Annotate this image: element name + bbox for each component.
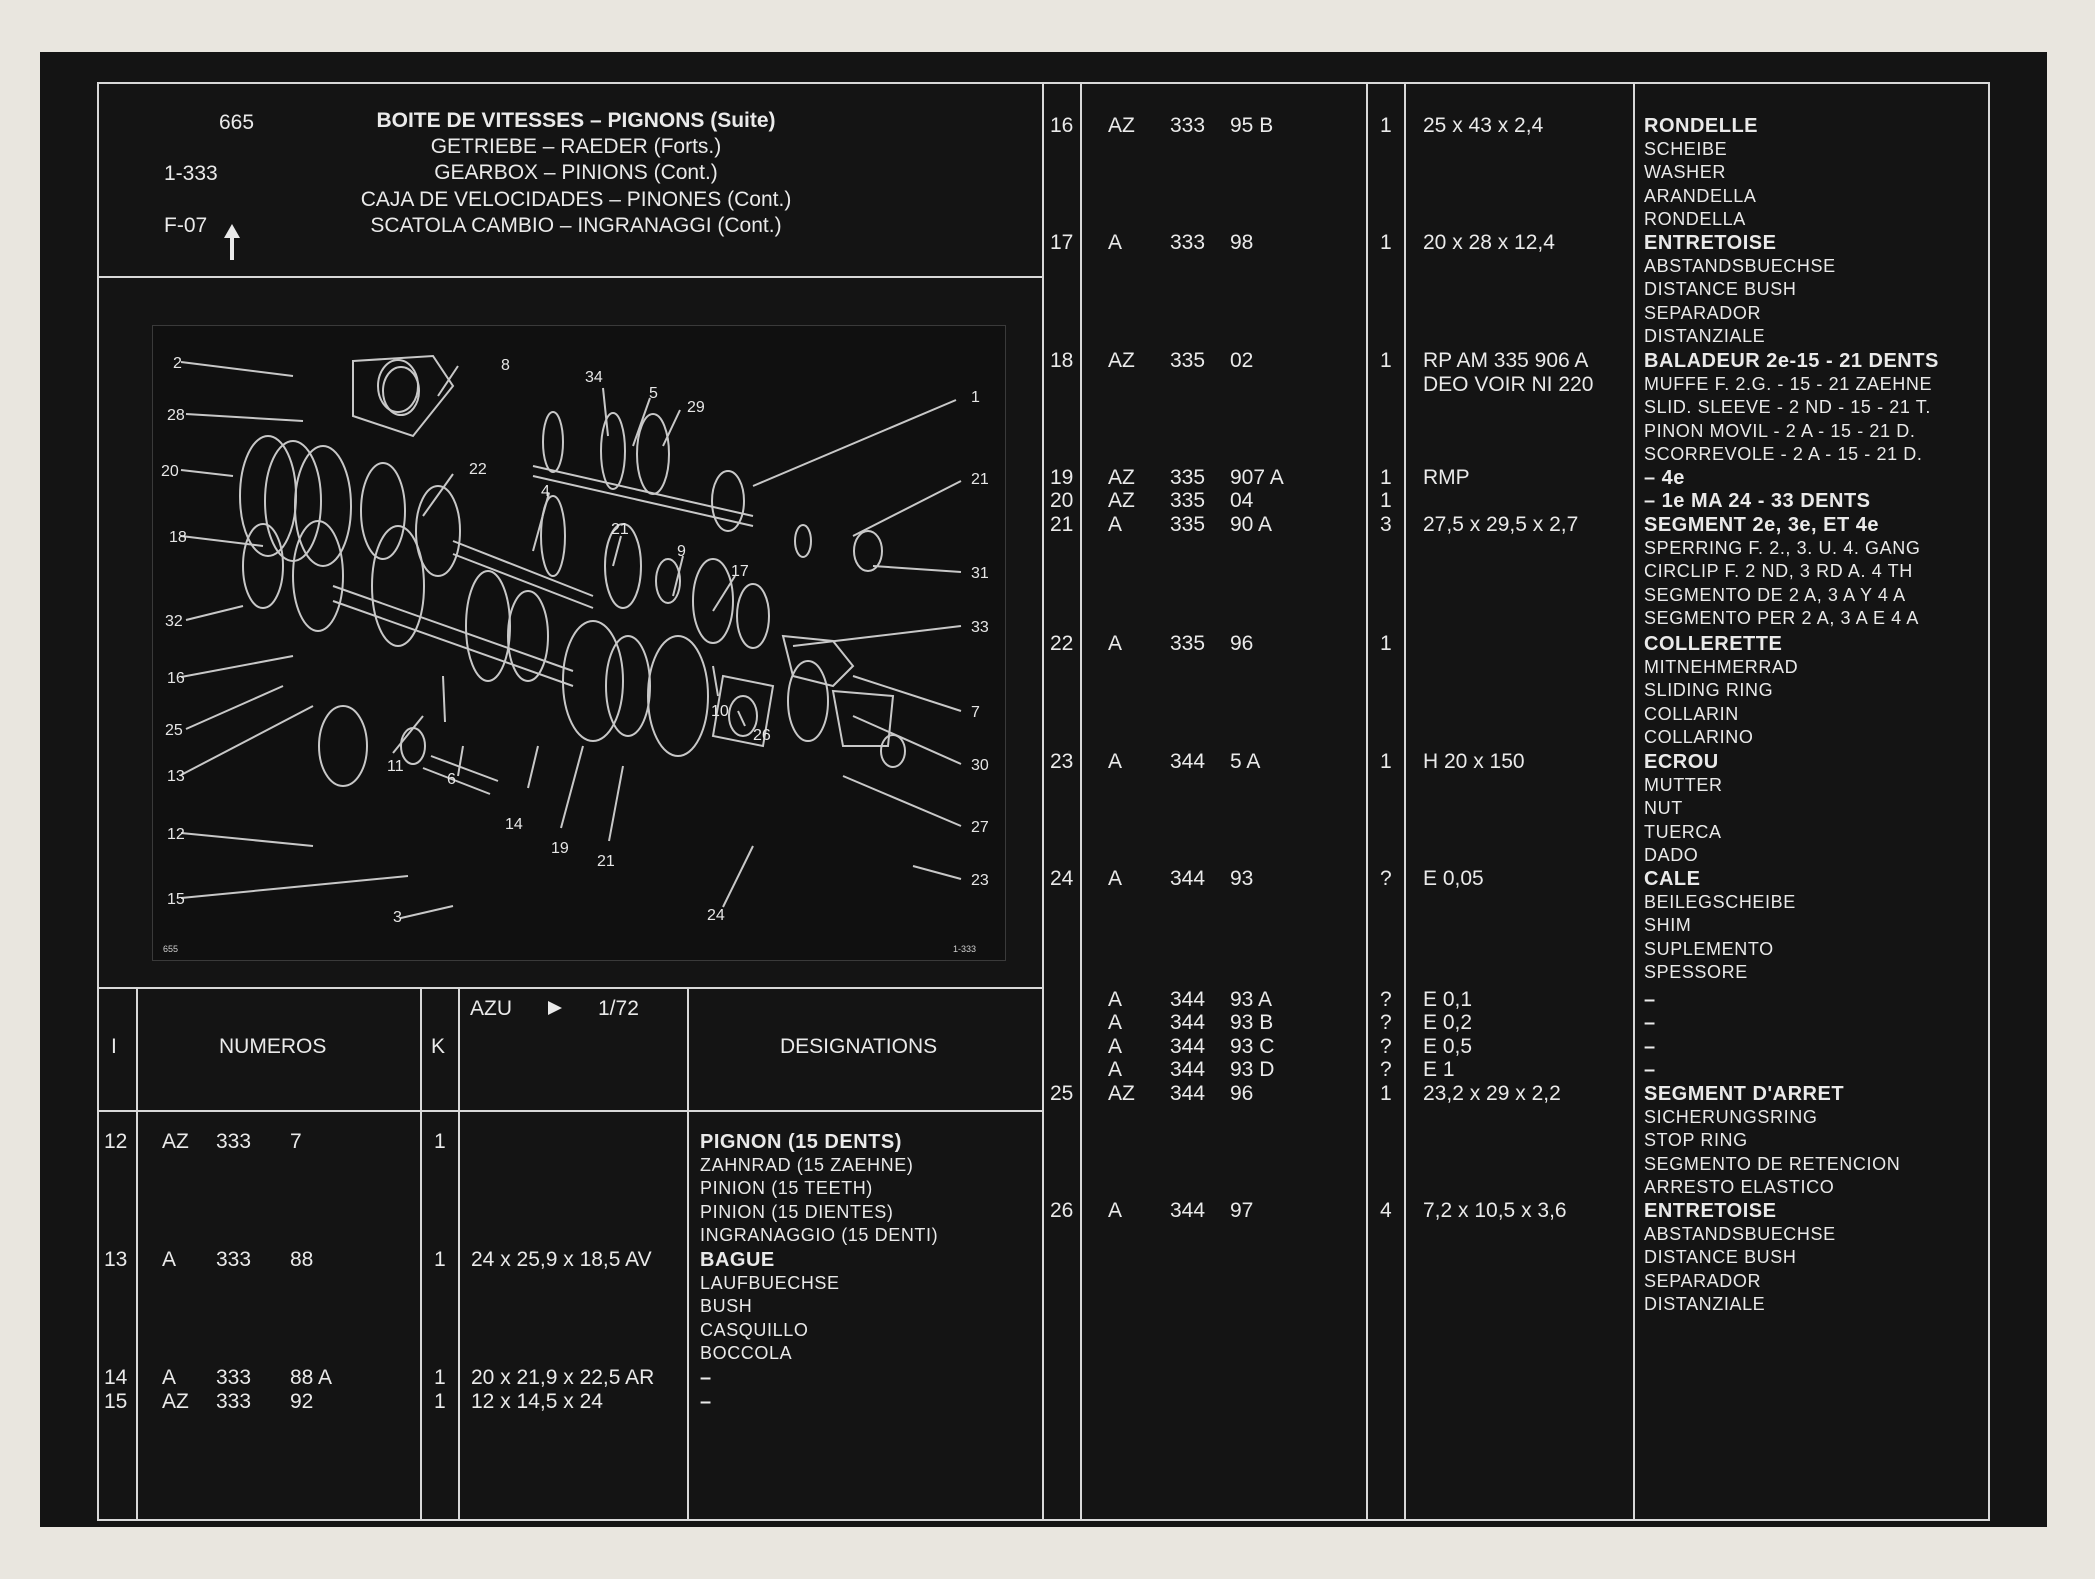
part-group: 344 (1170, 1011, 1206, 1034)
designation-title: SEGMENT D'ARRET (1644, 1083, 1845, 1105)
quantity: ? (1380, 1011, 1392, 1034)
part-prefix: AZ (162, 1130, 189, 1153)
dimensions: 7,2 x 10,5 x 3,6 (1423, 1199, 1567, 1222)
figure-corner-right: 1-333 (953, 944, 977, 954)
row-index: 16 (1050, 114, 1074, 137)
part-group: 344 (1170, 867, 1206, 890)
quantity: ? (1380, 1035, 1392, 1058)
callout-label: 10 (711, 703, 729, 720)
microfiche-scale: 1/72 (598, 997, 639, 1020)
part-suffix: 93 C (1230, 1035, 1275, 1058)
dimensions: E 0,2 (1423, 1011, 1473, 1034)
callout-label: 21 (611, 521, 629, 538)
part-suffix: 7 (290, 1130, 302, 1153)
callout-label: 24 (707, 907, 725, 924)
part-prefix: A (1108, 750, 1123, 773)
designation-translation: PINION (15 DIENTES) (700, 1201, 894, 1222)
designation-translation: WASHER (1644, 162, 1726, 183)
part-prefix: A (1108, 632, 1123, 655)
designation-translation: MUTTER (1644, 774, 1723, 795)
gearbox-diagram (153, 326, 1005, 960)
col-k-heading: K (431, 1035, 446, 1058)
part-group: 333 (216, 1248, 252, 1271)
row-index: 24 (1050, 867, 1074, 890)
exploded-view-figure (152, 325, 1006, 961)
designation-translation: SEGMENTO DE 2 A, 3 A Y 4 A (1644, 584, 1906, 605)
part-group: 333 (216, 1130, 252, 1153)
divider-left-index (136, 987, 138, 1521)
designation-title: BALADEUR 2e-15 - 21 DENTS (1644, 350, 1939, 372)
part-group: 335 (1170, 632, 1206, 655)
row-index: 15 (104, 1390, 128, 1413)
dimensions: E 1 (1423, 1058, 1455, 1081)
designation-translation: DISTANZIALE (1644, 326, 1766, 347)
designation-translation: SEPARADOR (1644, 1270, 1762, 1291)
divider-figure (97, 987, 1043, 989)
designation-translation: MITNEHMERRAD (1644, 656, 1799, 677)
designation-title: ECROU (1644, 751, 1719, 773)
part-prefix: A (1108, 988, 1123, 1011)
designation-translation: COLLARIN (1644, 703, 1739, 724)
designation-translation: SEPARADOR (1644, 302, 1762, 323)
col-designations-heading: DESIGNATIONS (780, 1035, 938, 1058)
quantity: 1 (1380, 750, 1392, 773)
callout-label: 32 (165, 613, 183, 630)
part-group: 344 (1170, 1058, 1206, 1081)
part-suffix: 88 (290, 1248, 314, 1271)
designation-translation: SHIM (1644, 915, 1692, 936)
callout-label: 23 (971, 872, 989, 889)
designation-title: – (1644, 1012, 1656, 1034)
callout-label: 19 (551, 840, 569, 857)
row-index: 20 (1050, 489, 1074, 512)
callout-label: 13 (167, 768, 185, 785)
designation-translation: SEGMENTO PER 2 A, 3 A E 4 A (1644, 608, 1919, 629)
divider-header (97, 276, 1043, 278)
part-suffix: 93 D (1230, 1058, 1275, 1081)
quantity: 1 (1380, 632, 1392, 655)
part-suffix: 907 A (1230, 466, 1284, 489)
row-index: 13 (104, 1248, 128, 1271)
divider-right-kdim (1404, 82, 1406, 1521)
quantity: 1 (434, 1366, 446, 1389)
quantity: 1 (1380, 489, 1392, 512)
part-prefix: A (1108, 1011, 1123, 1034)
quantity: 1 (1380, 114, 1392, 137)
part-prefix: A (162, 1248, 177, 1271)
row-index: 12 (104, 1130, 128, 1153)
dimensions: E 0,5 (1423, 1035, 1473, 1058)
designation-translation: ABSTANDSBUECHSE (1644, 255, 1836, 276)
designation-translation: BUSH (700, 1296, 753, 1317)
designation-translation: SICHERUNGSRING (1644, 1106, 1818, 1127)
callout-label: 9 (677, 543, 686, 560)
quantity: 1 (434, 1130, 446, 1153)
row-index: 22 (1050, 632, 1074, 655)
part-suffix: 93 B (1230, 1011, 1274, 1034)
callout-label: 34 (585, 369, 603, 386)
part-suffix: 04 (1230, 489, 1254, 512)
part-group: 344 (1170, 750, 1206, 773)
part-prefix: AZ (162, 1390, 189, 1413)
quantity: 1 (434, 1390, 446, 1413)
callout-label: 1 (971, 389, 980, 406)
dimensions: 25 x 43 x 2,4 (1423, 114, 1544, 137)
callout-label: 15 (167, 891, 185, 908)
dimensions: H 20 x 150 (1423, 750, 1525, 773)
callout-label: 16 (167, 670, 185, 687)
row-index: 18 (1050, 349, 1074, 372)
divider-colheads (97, 1110, 1043, 1112)
quantity: 4 (1380, 1199, 1392, 1222)
dimensions: RMP (1423, 466, 1470, 489)
row-index: 19 (1050, 466, 1074, 489)
designation-title: ENTRETOISE (1644, 232, 1777, 254)
part-group: 335 (1170, 489, 1206, 512)
row-index: 14 (104, 1366, 128, 1389)
callout-label: 21 (597, 853, 615, 870)
designation-translation: LAUFBUECHSE (700, 1272, 840, 1293)
part-prefix: A (1108, 1035, 1123, 1058)
part-prefix: AZ (1108, 114, 1135, 137)
title-fr: BOITE DE VITESSES – PIGNONS (Suite) (376, 109, 776, 132)
title-en: GEARBOX – PINIONS (Cont.) (434, 161, 718, 184)
designation-translation: DISTANZIALE (1644, 1294, 1766, 1315)
designation-translation: DADO (1644, 845, 1699, 866)
part-suffix: 02 (1230, 349, 1254, 372)
quantity: 1 (434, 1248, 446, 1271)
callout-label: 29 (687, 399, 705, 416)
play-triangle-icon (546, 999, 564, 1022)
quantity: 1 (1380, 466, 1392, 489)
designation-title: COLLERETTE (1644, 633, 1783, 655)
part-suffix: 93 A (1230, 988, 1273, 1011)
part-prefix: AZ (1108, 349, 1135, 372)
designation-translation: DISTANCE BUSH (1644, 279, 1797, 300)
col-numeros-heading: NUMEROS (219, 1035, 327, 1058)
callout-label: 6 (447, 771, 456, 788)
callout-label: 5 (649, 385, 658, 402)
dimensions: 24 x 25,9 x 18,5 AV (471, 1248, 652, 1271)
part-group: 335 (1170, 513, 1206, 536)
callout-label: 25 (165, 722, 183, 739)
designation-translation: SPERRING F. 2., 3. U. 4. GANG (1644, 537, 1921, 558)
part-suffix: 98 (1230, 231, 1254, 254)
dimensions: 27,5 x 29,5 x 2,7 (1423, 513, 1579, 536)
designation-translation: BOCCOLA (700, 1343, 793, 1364)
part-prefix: AZ (1108, 489, 1135, 512)
title-es: CAJA DE VELOCIDADES – PINONES (Cont.) (360, 188, 792, 211)
part-suffix: 92 (290, 1390, 314, 1413)
designation-translation: PINON MOVIL - 2 A - 15 - 21 D. (1644, 420, 1916, 441)
designation-translation: ARRESTO ELASTICO (1644, 1177, 1835, 1198)
designation-translation: COLLARINO (1644, 727, 1754, 748)
callout-label: 14 (505, 816, 523, 833)
designation-title: PIGNON (15 DENTS) (700, 1131, 902, 1153)
callout-label: 11 (387, 758, 404, 775)
row-index: 23 (1050, 750, 1074, 773)
part-prefix: A (1108, 1058, 1123, 1081)
part-prefix: AZ (1108, 1082, 1135, 1105)
figure-corner-left: 655 (163, 944, 179, 954)
designation-translation: SLIDING RING (1644, 680, 1774, 701)
designation-translation: TUERCA (1644, 821, 1722, 842)
callout-label: 26 (753, 727, 771, 744)
part-suffix: 96 (1230, 632, 1254, 655)
row-index: 21 (1050, 513, 1074, 536)
col-index-heading: I (111, 1035, 117, 1058)
part-prefix: AZ (1108, 466, 1135, 489)
callout-label: 33 (971, 619, 989, 636)
callout-label: 22 (469, 461, 487, 478)
designation-title: – (1644, 1059, 1656, 1081)
part-suffix: 5 A (1230, 750, 1261, 773)
designation-title: – (700, 1391, 712, 1413)
page-number: 665 (219, 111, 255, 134)
designation-title: RONDELLE (1644, 115, 1758, 137)
callout-label: 2 (173, 355, 182, 372)
callout-label: 31 (971, 565, 989, 582)
designation-translation: RONDELLA (1644, 209, 1746, 230)
quantity: 3 (1380, 513, 1392, 536)
divider-left-numeros (420, 987, 422, 1521)
divider-right-dim (1633, 82, 1635, 1521)
divider-right-k (1366, 82, 1368, 1521)
designation-translation: SEGMENTO DE RETENCION (1644, 1153, 1901, 1174)
title-de: GETRIEBE – RAEDER (Forts.) (430, 135, 722, 158)
dimensions: 20 x 28 x 12,4 (1423, 231, 1555, 254)
callout-label: 27 (971, 819, 989, 836)
designation-translation: SCHEIBE (1644, 138, 1728, 159)
divider-left-right (1042, 82, 1044, 1521)
part-group: 344 (1170, 1199, 1206, 1222)
designation-title: SEGMENT 2e, 3e, ET 4e (1644, 514, 1880, 536)
part-suffix: 90 A (1230, 513, 1273, 536)
designation-title: CALE (1644, 868, 1701, 890)
row-index: 17 (1050, 231, 1074, 254)
dimensions: 23,2 x 29 x 2,2 (1423, 1082, 1561, 1105)
quantity: 1 (1380, 1082, 1392, 1105)
callout-label: 12 (167, 826, 185, 843)
quantity: 1 (1380, 349, 1392, 372)
part-prefix: A (1108, 513, 1123, 536)
designation-translation: DISTANCE BUSH (1644, 1247, 1797, 1268)
row-index: 25 (1050, 1082, 1074, 1105)
part-suffix: 88 A (290, 1366, 333, 1389)
part-group: 333 (216, 1390, 252, 1413)
designation-title: – 4e (1644, 467, 1685, 489)
part-group: 344 (1170, 1035, 1206, 1058)
callout-label: 18 (169, 529, 187, 546)
designation-translation: CASQUILLO (700, 1319, 809, 1340)
callout-label: 17 (731, 563, 749, 580)
section-code: F-07 (164, 214, 208, 237)
part-suffix: 95 B (1230, 114, 1274, 137)
callout-label: 21 (971, 471, 989, 488)
designation-translation: SCORREVOLE - 2 A - 15 - 21 D. (1644, 444, 1923, 465)
dimensions: 20 x 21,9 x 22,5 AR (471, 1366, 655, 1389)
dimensions: DEO VOIR NI 220 (1423, 373, 1594, 396)
designation-translation: INGRANAGGIO (15 DENTI) (700, 1225, 939, 1246)
model-code: AZU (470, 997, 512, 1020)
dimensions: E 0,1 (1423, 988, 1473, 1011)
divider-left-k (458, 987, 460, 1521)
part-prefix: A (1108, 1199, 1123, 1222)
part-prefix: A (1108, 231, 1123, 254)
designation-translation: SLID. SLEEVE - 2 ND - 15 - 21 T. (1644, 397, 1931, 418)
designation-translation: PINION (15 TEETH) (700, 1178, 873, 1199)
part-prefix: A (1108, 867, 1123, 890)
designation-title: – (1644, 989, 1656, 1011)
dimensions: 12 x 14,5 x 24 (471, 1390, 603, 1413)
quantity: ? (1380, 1058, 1392, 1081)
callout-label: 7 (971, 704, 980, 721)
callout-label: 28 (167, 407, 185, 424)
designation-translation: BEILEGSCHEIBE (1644, 891, 1796, 912)
divider-right-index (1080, 82, 1082, 1521)
part-prefix: A (162, 1366, 177, 1389)
designation-translation: MUFFE F. 2.G. - 15 - 21 ZAEHNE (1644, 373, 1933, 394)
dimensions: E 0,05 (1423, 867, 1484, 890)
designation-title: – (1644, 1036, 1656, 1058)
callout-label: 4 (541, 483, 550, 500)
title-it: SCATOLA CAMBIO – INGRANAGGI (Cont.) (370, 214, 782, 237)
quantity: ? (1380, 867, 1392, 890)
figure-reference: 1-333 (164, 162, 218, 185)
designation-translation: ARANDELLA (1644, 185, 1757, 206)
designation-translation: SUPLEMENTO (1644, 938, 1774, 959)
dimensions: RP AM 335 906 A (1423, 349, 1589, 372)
designation-title: ENTRETOISE (1644, 1200, 1777, 1222)
part-group: 344 (1170, 988, 1206, 1011)
part-group: 335 (1170, 349, 1206, 372)
designation-title: BAGUE (700, 1249, 775, 1271)
up-arrow-icon (222, 222, 242, 262)
designation-translation: NUT (1644, 798, 1683, 819)
part-group: 333 (216, 1366, 252, 1389)
designation-translation: SPESSORE (1644, 962, 1748, 983)
quantity: ? (1380, 988, 1392, 1011)
callout-label: 20 (161, 463, 179, 480)
part-group: 333 (1170, 231, 1206, 254)
designation-title: – (700, 1367, 712, 1389)
designation-translation: CIRCLIP F. 2 ND, 3 RD A. 4 TH (1644, 561, 1913, 582)
part-group: 335 (1170, 466, 1206, 489)
part-group: 344 (1170, 1082, 1206, 1105)
part-suffix: 97 (1230, 1199, 1254, 1222)
row-index: 26 (1050, 1199, 1074, 1222)
callout-label: 30 (971, 757, 989, 774)
part-suffix: 93 (1230, 867, 1254, 890)
part-group: 333 (1170, 114, 1206, 137)
quantity: 1 (1380, 231, 1392, 254)
designation-translation: ABSTANDSBUECHSE (1644, 1223, 1836, 1244)
divider-left-dim (687, 987, 689, 1521)
designation-translation: ZAHNRAD (15 ZAEHNE) (700, 1154, 914, 1175)
part-suffix: 96 (1230, 1082, 1254, 1105)
callout-label: 8 (501, 357, 510, 374)
designation-title: – 1e MA 24 - 33 DENTS (1644, 490, 1871, 512)
callout-label: 3 (393, 909, 402, 926)
designation-translation: STOP RING (1644, 1130, 1748, 1151)
